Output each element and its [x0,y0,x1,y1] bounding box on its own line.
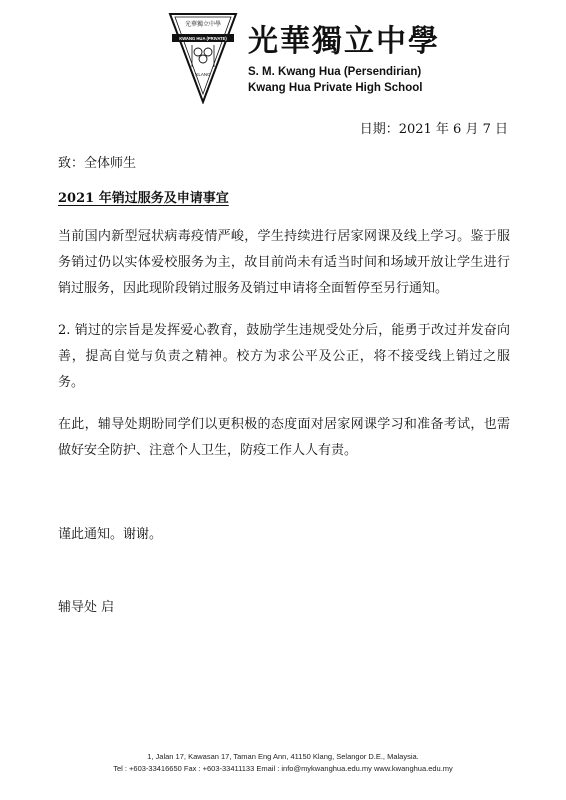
school-name-malay: S. M. Kwang Hua (Persendirian) [248,66,422,78]
crest-bottom-text: KLANG [195,72,211,77]
letter-recipient: 致：全体师生 [58,156,137,171]
letterhead [0,0,566,110]
paragraph-1: 当前国内新型冠状病毒疫情严峻，学生持续进行居家网课及线上学习。鉴于服务销过仍以实体爱校服务为主，故目前尚未有适当时间和场域开放让学生进行销过服务，因此现阶段销过服务及销过申请将全面暂停至另行通知。 [58,229,510,296]
paragraph-3: 在此，辅导处期盼同学们以更积极的态度面对居家网课学习和准备考试，也需做好安全防护、注意个人卫生，防疫工作人人有责。 [58,417,510,458]
paragraph-2: 2. 销过的宗旨是发挥爱心教育，鼓励学生违规受处分后，能勇于改过并发奋向善，提高自觉与负责之精神。校方为求公平及公正，将不接受线上销过之服务。 [58,323,510,390]
letter-date: 日期：2021 年 6 月 7 日 [359,122,508,137]
crest-band-text: KWANG HUA (PRIVATE) [179,36,227,42]
crest-top-text: 光華獨立中學 [184,21,222,28]
footer-address: 1, Jalan 17, Kawasan 17, Taman Eng Ann, 41150 Klang, Selangor D.E., Malaysia. [147,752,419,761]
letter-closing: 谨此通知。谢谢。 [58,527,163,542]
school-name-english: Kwang Hua Private High School [248,82,423,94]
letter-subject: 2021 年销过服务及申请事宜 [58,191,229,206]
footer-contact: Tel : +603-33416650 Fax : +603-33411133 Email : info@mykwanghua.edu.my www.kwanghua.edu.my [113,764,453,773]
school-name-chinese: 光華獨立中學 [248,24,440,59]
school-crest-logo [168,12,238,104]
letter-signer: 辅导处 启 [58,600,115,615]
